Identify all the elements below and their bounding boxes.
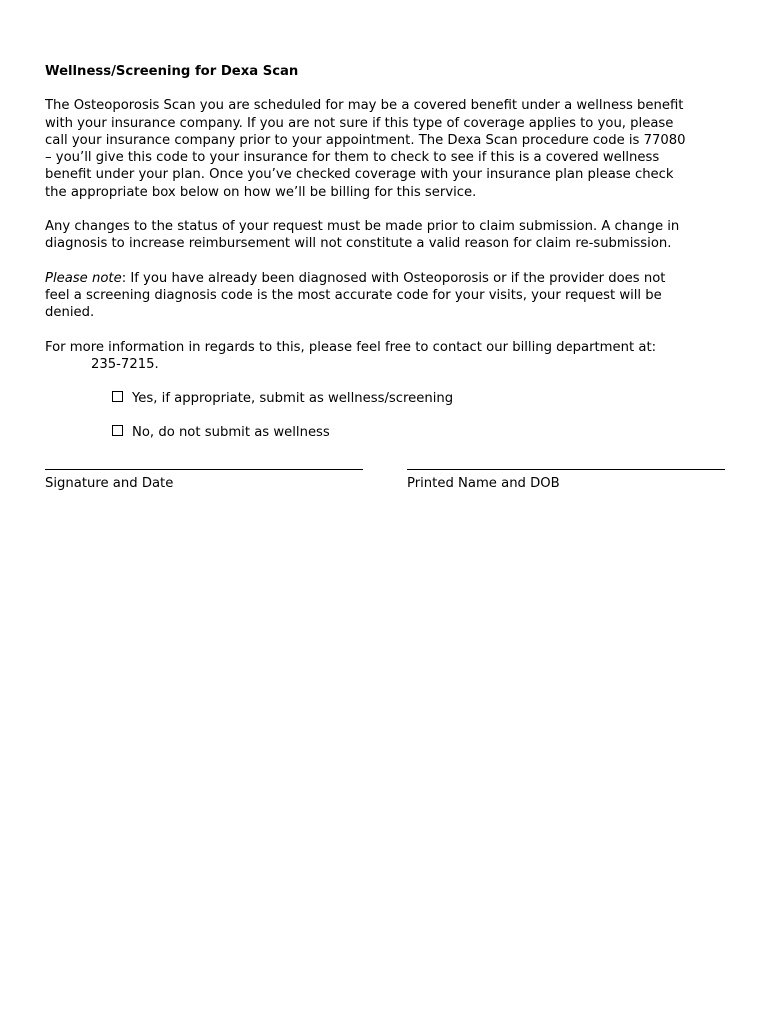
contact-phone: 235-7215. xyxy=(91,356,159,372)
changes-line: Any changes to the status of your request must be made prior to claim submission. A change in xyxy=(45,219,680,235)
printed-name-dob-line[interactable] xyxy=(407,459,725,470)
no-checkbox[interactable] xyxy=(112,425,123,436)
coverage-line: with your insurance company. If you are not sure if this type of coverage applies to you, please xyxy=(45,115,674,131)
note-paragraph xyxy=(45,270,735,322)
yes-label: Yes, if appropriate, submit as wellness/screening xyxy=(132,391,454,407)
document-title: Wellness/Screening for Dexa Scan xyxy=(45,64,299,79)
yes-checkbox[interactable] xyxy=(112,391,123,402)
coverage-line: call your insurance company prior to your appointment. The Dexa Scan procedure code is 77080 xyxy=(45,132,686,148)
contact-line: For more information in regards to this, please feel free to contact our billing department at: xyxy=(45,339,657,355)
signature-date-line[interactable] xyxy=(45,459,363,470)
signature-date-label: Signature and Date xyxy=(45,475,174,491)
option-no[interactable] xyxy=(45,424,735,441)
coverage-paragraph xyxy=(45,97,735,201)
signature-row xyxy=(45,459,735,499)
printed-name-dob-label: Printed Name and DOB xyxy=(407,475,560,491)
note-line: denied. xyxy=(45,305,95,321)
coverage-line: the appropriate box below on how we’ll be billing for this service. xyxy=(45,184,477,200)
document-page xyxy=(45,63,735,499)
coverage-line: The Osteoporosis Scan you are scheduled for may be a covered benefit under a wellness benefit xyxy=(45,98,684,114)
signature-block-left xyxy=(45,459,363,492)
note-line: feel a screening diagnosis code is the most accurate code for your visits, your request will be xyxy=(45,287,662,303)
signature-block-right xyxy=(407,459,725,492)
coverage-line: benefit under your plan. Once you’ve checked coverage with your insurance plan please check xyxy=(45,167,674,183)
coverage-line: – you’ll give this code to your insurance for them to check to see if this is a covered wellness xyxy=(45,150,660,166)
note-text: : If you have already been diagnosed with Osteoporosis or if the provider does not xyxy=(121,270,666,286)
changes-line: diagnosis to increase reimbursement will not constitute a valid reason for claim re-submission. xyxy=(45,236,672,252)
no-label: No, do not submit as wellness xyxy=(132,425,330,441)
option-yes[interactable] xyxy=(45,390,735,407)
note-line xyxy=(45,270,735,287)
changes-paragraph xyxy=(45,218,735,253)
note-label: Please note xyxy=(45,270,122,286)
contact-paragraph xyxy=(45,339,735,374)
